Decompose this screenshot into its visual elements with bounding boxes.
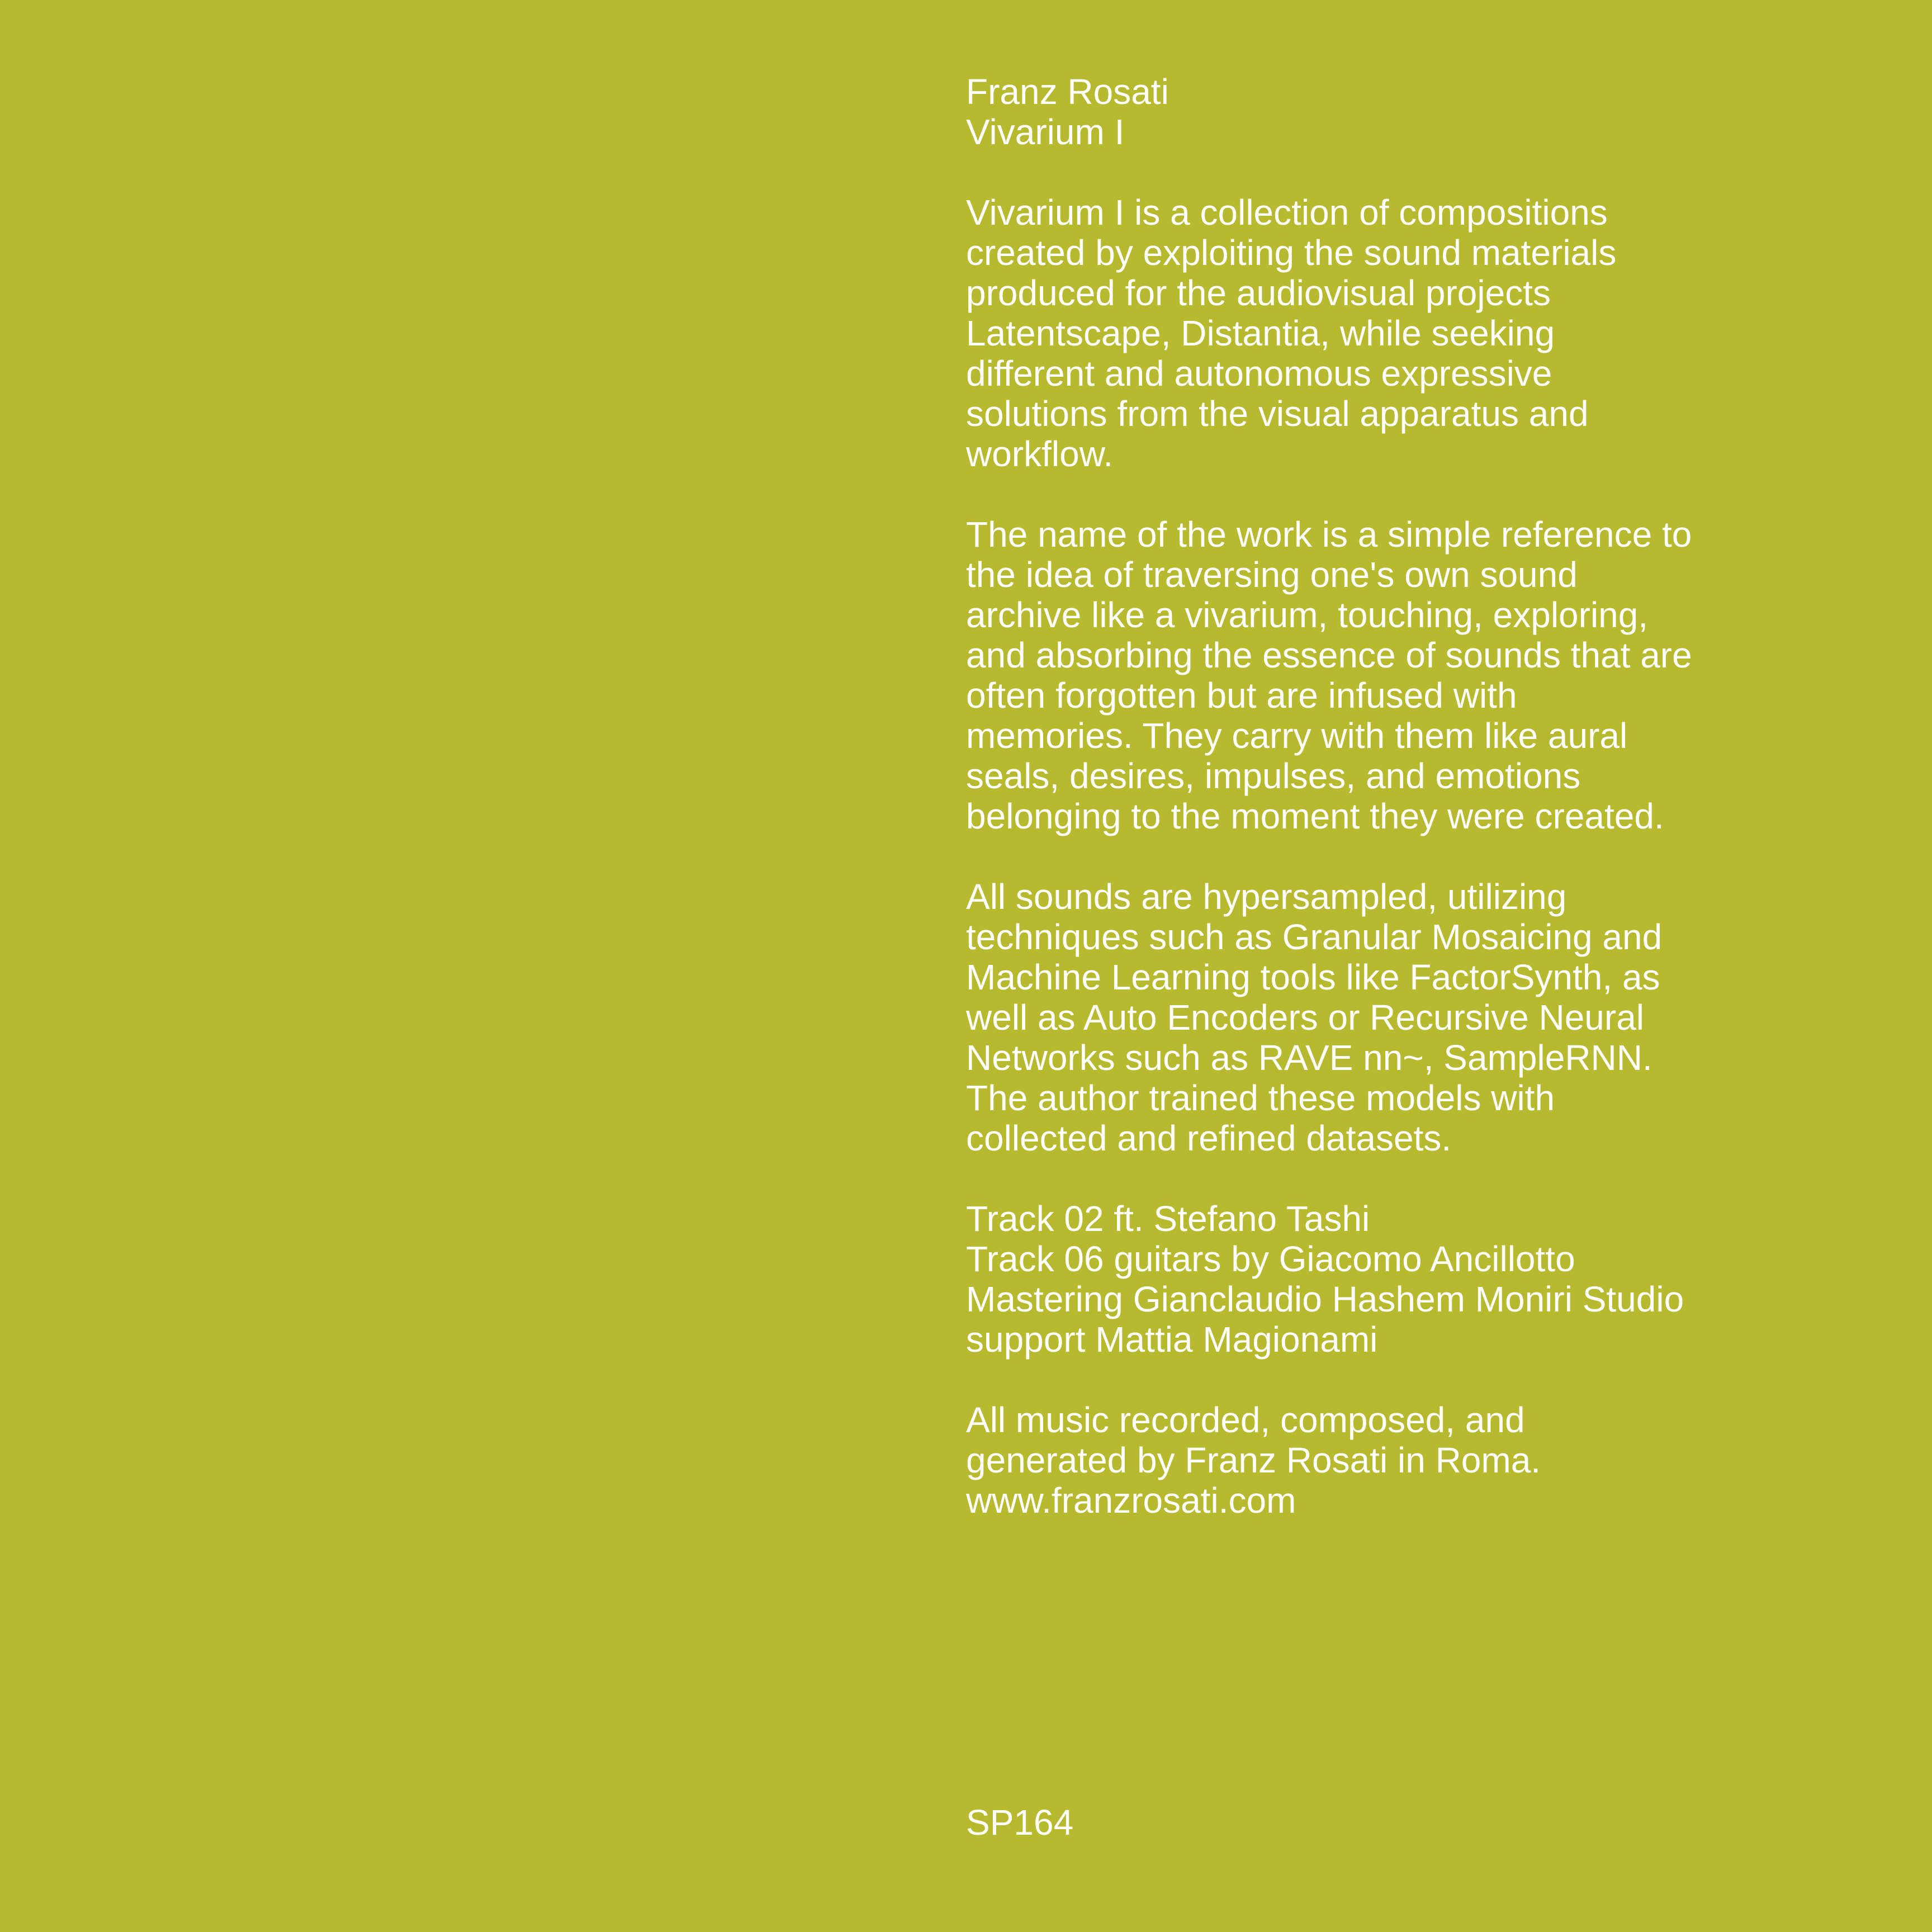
paragraph-line: collected and refined datasets. (966, 1118, 1452, 1158)
paragraph-line: often forgotten but are infused with (966, 675, 1517, 716)
paragraph-intro (966, 192, 1883, 474)
paragraph-line: The name of the work is a simple reference to (966, 514, 1692, 555)
liner-notes (966, 72, 1883, 1521)
paragraph-line: and absorbing the essence of sounds that are (966, 635, 1692, 675)
spacer (966, 474, 1883, 514)
spacer (966, 1360, 1883, 1400)
paragraph-line: All sounds are hypersampled, utilizing (966, 877, 1567, 917)
paragraph-line: Networks such as RAVE nn~, SampleRNN. (966, 1038, 1652, 1078)
album-title: Vivarium I (966, 112, 1125, 152)
paragraph-line: Latentscape, Distantia, while seeking (966, 313, 1555, 353)
paragraph-line: created by exploiting the sound materials (966, 233, 1617, 273)
paragraph-line: seals, desires, impulses, and emotions (966, 756, 1581, 796)
credit-line: Track 02 ft. Stefano Tashi (966, 1199, 1370, 1239)
spacer (966, 836, 1883, 877)
footer-block (966, 1400, 1883, 1521)
catalog-number: SP164 (966, 1802, 1074, 1843)
paragraph-name-meaning (966, 514, 1883, 836)
paragraph-techniques (966, 877, 1883, 1158)
header-block (966, 72, 1883, 152)
paragraph-line: techniques such as Granular Mosaicing and (966, 917, 1663, 957)
spacer (966, 1158, 1883, 1199)
credits-block (966, 1199, 1883, 1360)
website-link[interactable]: www.franzrosati.com (966, 1480, 1296, 1521)
paragraph-line: solutions from the visual apparatus and (966, 394, 1589, 434)
footer-line: All music recorded, composed, and (966, 1400, 1525, 1440)
footer-line: generated by Franz Rosati in Roma. (966, 1440, 1541, 1480)
paragraph-line: workflow. (966, 434, 1114, 474)
artist-name: Franz Rosati (966, 72, 1169, 112)
paragraph-line: Vivarium I is a collection of compositions (966, 192, 1608, 233)
credit-line: Mastering Gianclaudio Hashem Moniri Studio (966, 1279, 1684, 1319)
credit-line: support Mattia Magionami (966, 1319, 1378, 1360)
paragraph-line: memories. They carry with them like aural (966, 716, 1628, 756)
paragraph-line: The author trained these models with (966, 1078, 1555, 1118)
paragraph-line: produced for the audiovisual projects (966, 273, 1551, 313)
paragraph-line: well as Auto Encoders or Recursive Neural (966, 997, 1644, 1038)
paragraph-line: different and autonomous expressive (966, 353, 1552, 394)
paragraph-line: archive like a vivarium, touching, exploring, (966, 595, 1649, 635)
paragraph-line: belonging to the moment they were created. (966, 796, 1664, 836)
paragraph-line: Machine Learning tools like FactorSynth, as (966, 957, 1660, 997)
spacer (966, 152, 1883, 192)
paragraph-line: the idea of traversing one's own sound (966, 555, 1578, 595)
credit-line: Track 06 guitars by Giacomo Ancillotto (966, 1239, 1575, 1279)
